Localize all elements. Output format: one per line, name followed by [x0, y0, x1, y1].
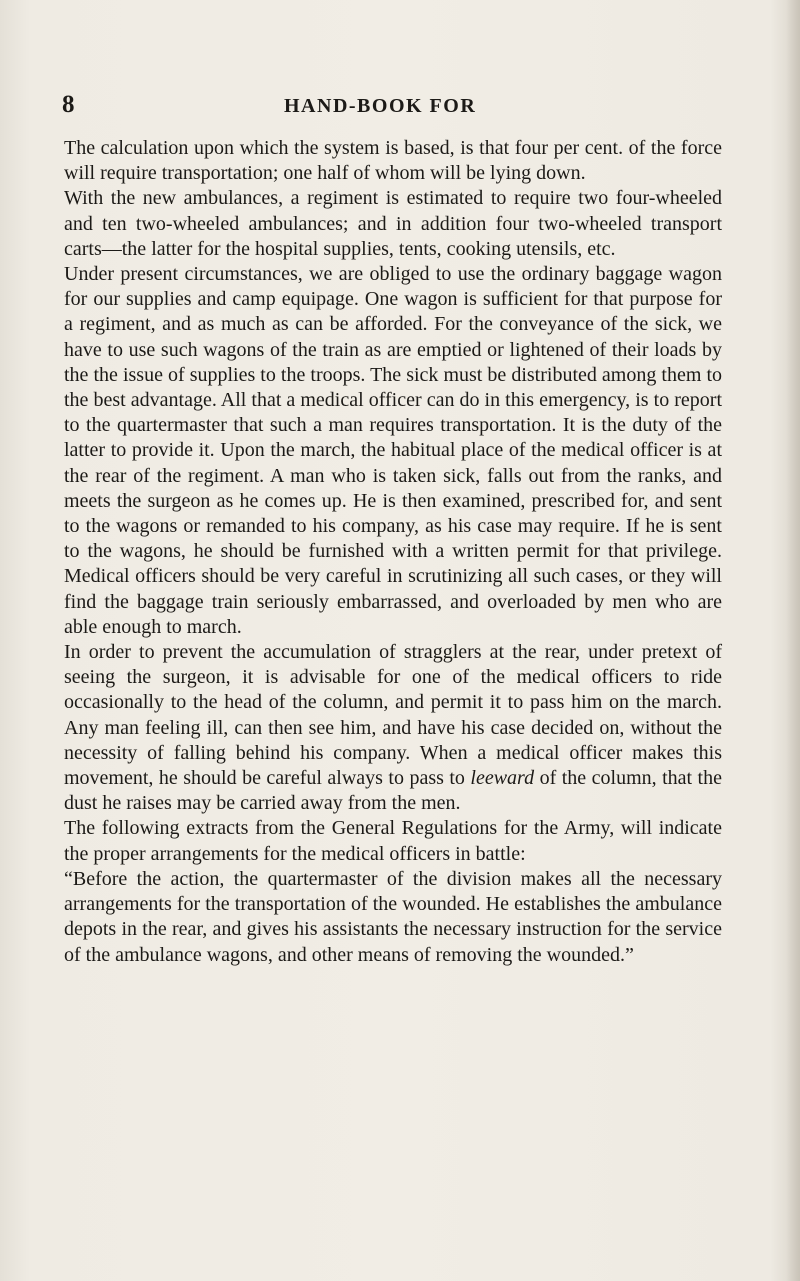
- paragraph-stragglers: [64, 640, 722, 816]
- paragraph-regulations: The following extracts from the General Regulations for the Army, will indicate the proper arrangements for the medical officers in battle:: [64, 817, 722, 865]
- paragraph-calculation: The calculation upon which the system is based, is that four per cent. of the force will require transportation; one half of whom will be lying down.: [64, 137, 722, 185]
- paragraph-quotation: “Before the action, the quartermaster of the division makes all the necessary arrangements for the transportation of the wounded. He establishes the ambulance depots in the rear, and gives his assistants the necessary instruction for the service of the ambulance wagons, and other means of removing the wounded.”: [64, 867, 722, 966]
- page-number: 8: [62, 91, 75, 118]
- page-edge-shadow: [786, 0, 800, 1281]
- running-head: HAND-BOOK FOR: [284, 95, 477, 117]
- page-header: [0, 90, 800, 120]
- body-text: [64, 136, 722, 968]
- paragraph-baggage-wagons: Under present circumstances, we are obliged to use the ordinary baggage wagon for our supplies and camp equipage. One wagon is sufficient for that purpose for a regiment, and as much as can be afforded. For the conveyance of the sick, we have to use such wagons of the train as are emptied or lightened of their loads by the the issue of supplies to the troops. The sick must be distributed among them to the best advantage. All that a medical officer can do in this emergency, is to report to the quartermaster that such a man requires transportation. It is the duty of the latter to provide it. Upon the march, the habitual place of the medical officer is at the rear of the regiment. A man who is taken sick, falls out from the ranks, and meets the surgeon as he comes up. He is then examined, prescribed for, and sent to the wagons or remanded to his company, as his case may require. If he is sent to the wagons, he should be furnished with a written permit for that privilege. Medical officers should be very careful in scrutinizing all such cases, or they will find the baggage train seriously embarrassed, and overloaded by men who are able enough to march.: [64, 263, 722, 638]
- stragglers-emphasis: leeward: [470, 767, 535, 790]
- stragglers-text-after: of the column, that the dust he raises may be carried away from the men.: [64, 767, 722, 815]
- paragraph-ambulances: With the new ambulances, a regiment is estimated to require two four-wheeled and ten two-wheeled ambulances; and in addition four two-wheeled transport carts—the latter for the hospital supplies, tents, cooking utensils, etc.: [64, 187, 722, 260]
- stragglers-text-before: In order to prevent the accumulation of stragglers at the rear, under pretext of seeing the surgeon, it is advisable for one of the medical officers to ride occasionally to the head of the column, and permit it to pass him on the march. Any man feeling ill, can then see him, and have his case decided on, without the necessity of falling behind his company. When a medical officer makes this movement, he should be careful always to pass to: [64, 641, 722, 790]
